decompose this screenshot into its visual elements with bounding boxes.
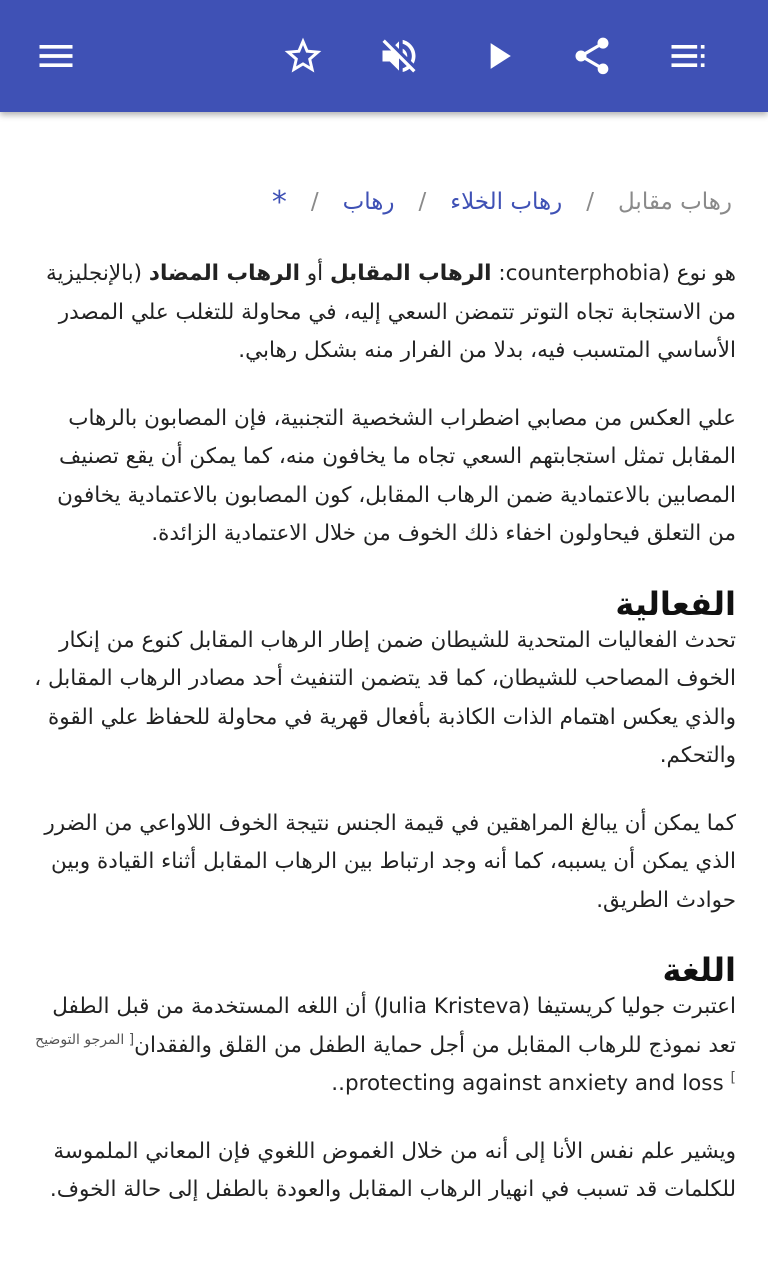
breadcrumb-item-agoraphobia[interactable]: رهاب الخلاء [450,189,563,215]
volume-off-icon [377,34,421,78]
menu-icon [34,34,78,78]
breadcrumb-item-root[interactable]: * [271,184,287,220]
playlist-icon [666,34,710,78]
breadcrumb-separator: / [586,189,594,215]
star-outline-icon [281,34,325,78]
bold-term: الرهاب المقابل [329,261,492,286]
favorite-button[interactable] [271,24,335,88]
menu-button[interactable] [24,24,88,88]
play-icon [476,34,520,78]
paragraph: اعتبرت جوليا كريستيفا (Julia Kristeva) أن اللغه المستخدمة من قبل الطفل تعد نموذج للرهاب المقابل من أجل حماية الطفل من القلق والفقدان[ المرجو التوضيح ] protecting against anxiety and loss.. [35,994,736,1096]
share-button[interactable] [560,24,624,88]
paragraph: ويشير علم نفس الأنا إلى أنه من خلال الغموض اللغوي فإن المعاني الملموسة للكلمات قد تسبب في انهيار الرهاب المقابل والعودة بالطفل إلى حالة الخوف. [49,1138,736,1202]
app-toolbar [0,0,768,112]
bold-term: الرهاب المضاد [148,261,300,286]
breadcrumb [30,182,732,222]
paragraph-intro: هو نوع (counterphobia: الرهاب المقابل أو الرهاب المضاد (بالإنجليزية من الاستجابة تجاه التوتر تتمضن السعي إليه، في محاولة للتغلب علي المصدر الأساسي المتسبب فيه، بدلا من الفرار منه بشكل رهابي. [46,261,736,363]
paragraph: كما يمكن أن يبالغ المراهقين في قيمة الجنس نتيجة الخوف اللاواعي من الضرر الذي يمكن أن يسببه، كما أنه وجد ارتباط بين الرهاب المقابل أثناء القيادة وبين حوادث الطريق. [44,810,736,913]
breadcrumb-current: رهاب مقابل [618,189,732,215]
clarification-needed-link[interactable]: [ المرجو التوضيح ] [35,1031,736,1086]
english-quote: protecting against anxiety and loss.. [331,1071,724,1096]
contents-button[interactable] [656,24,720,88]
share-icon [570,34,614,78]
breadcrumb-separator: / [418,189,427,215]
play-button[interactable] [466,24,530,88]
section-heading-effectiveness: الفعالية [615,584,736,623]
article-body [32,255,736,1239]
section-heading-language: اللغة [662,951,736,989]
english-term: counterphobia [505,261,662,286]
paragraph: علي العكس من مصابي اضطراب الشخصية التجنبية، فإن المصابون بالرهاب المقابل تمثل استجابتهم السعي تجاه ما يخافون منه، كما يمكن أن يقع تصنيف المصابين بالاعتمادية ضمن الرهاب المقابل، كون المصابون بالاعتمادية يخافون من التعلق فيحاولون اخفاء ذلك الخوف من خلال الاعتمادية الزائدة. [57,405,736,546]
paragraph: تحدث الفعاليات المتحدية للشيطان ضمن إطار الرهاب المقابل كنوع من إنكار الخوف المصاحب للشيطان، كما قد يتضمن التنفيث أحد مصادر الرهاب المقابل ، والذي يعكس اهتمام الذات الكاذبة بأفعال قهرية في محاولة للحفاظ علي القوة والتحكم. [34,627,736,768]
breadcrumb-separator: / [310,189,319,215]
english-name: Julia Kristeva [381,994,522,1019]
breadcrumb-item-phobia[interactable]: رهاب [342,189,395,215]
article-content [0,112,768,1280]
mute-button[interactable] [367,24,431,88]
